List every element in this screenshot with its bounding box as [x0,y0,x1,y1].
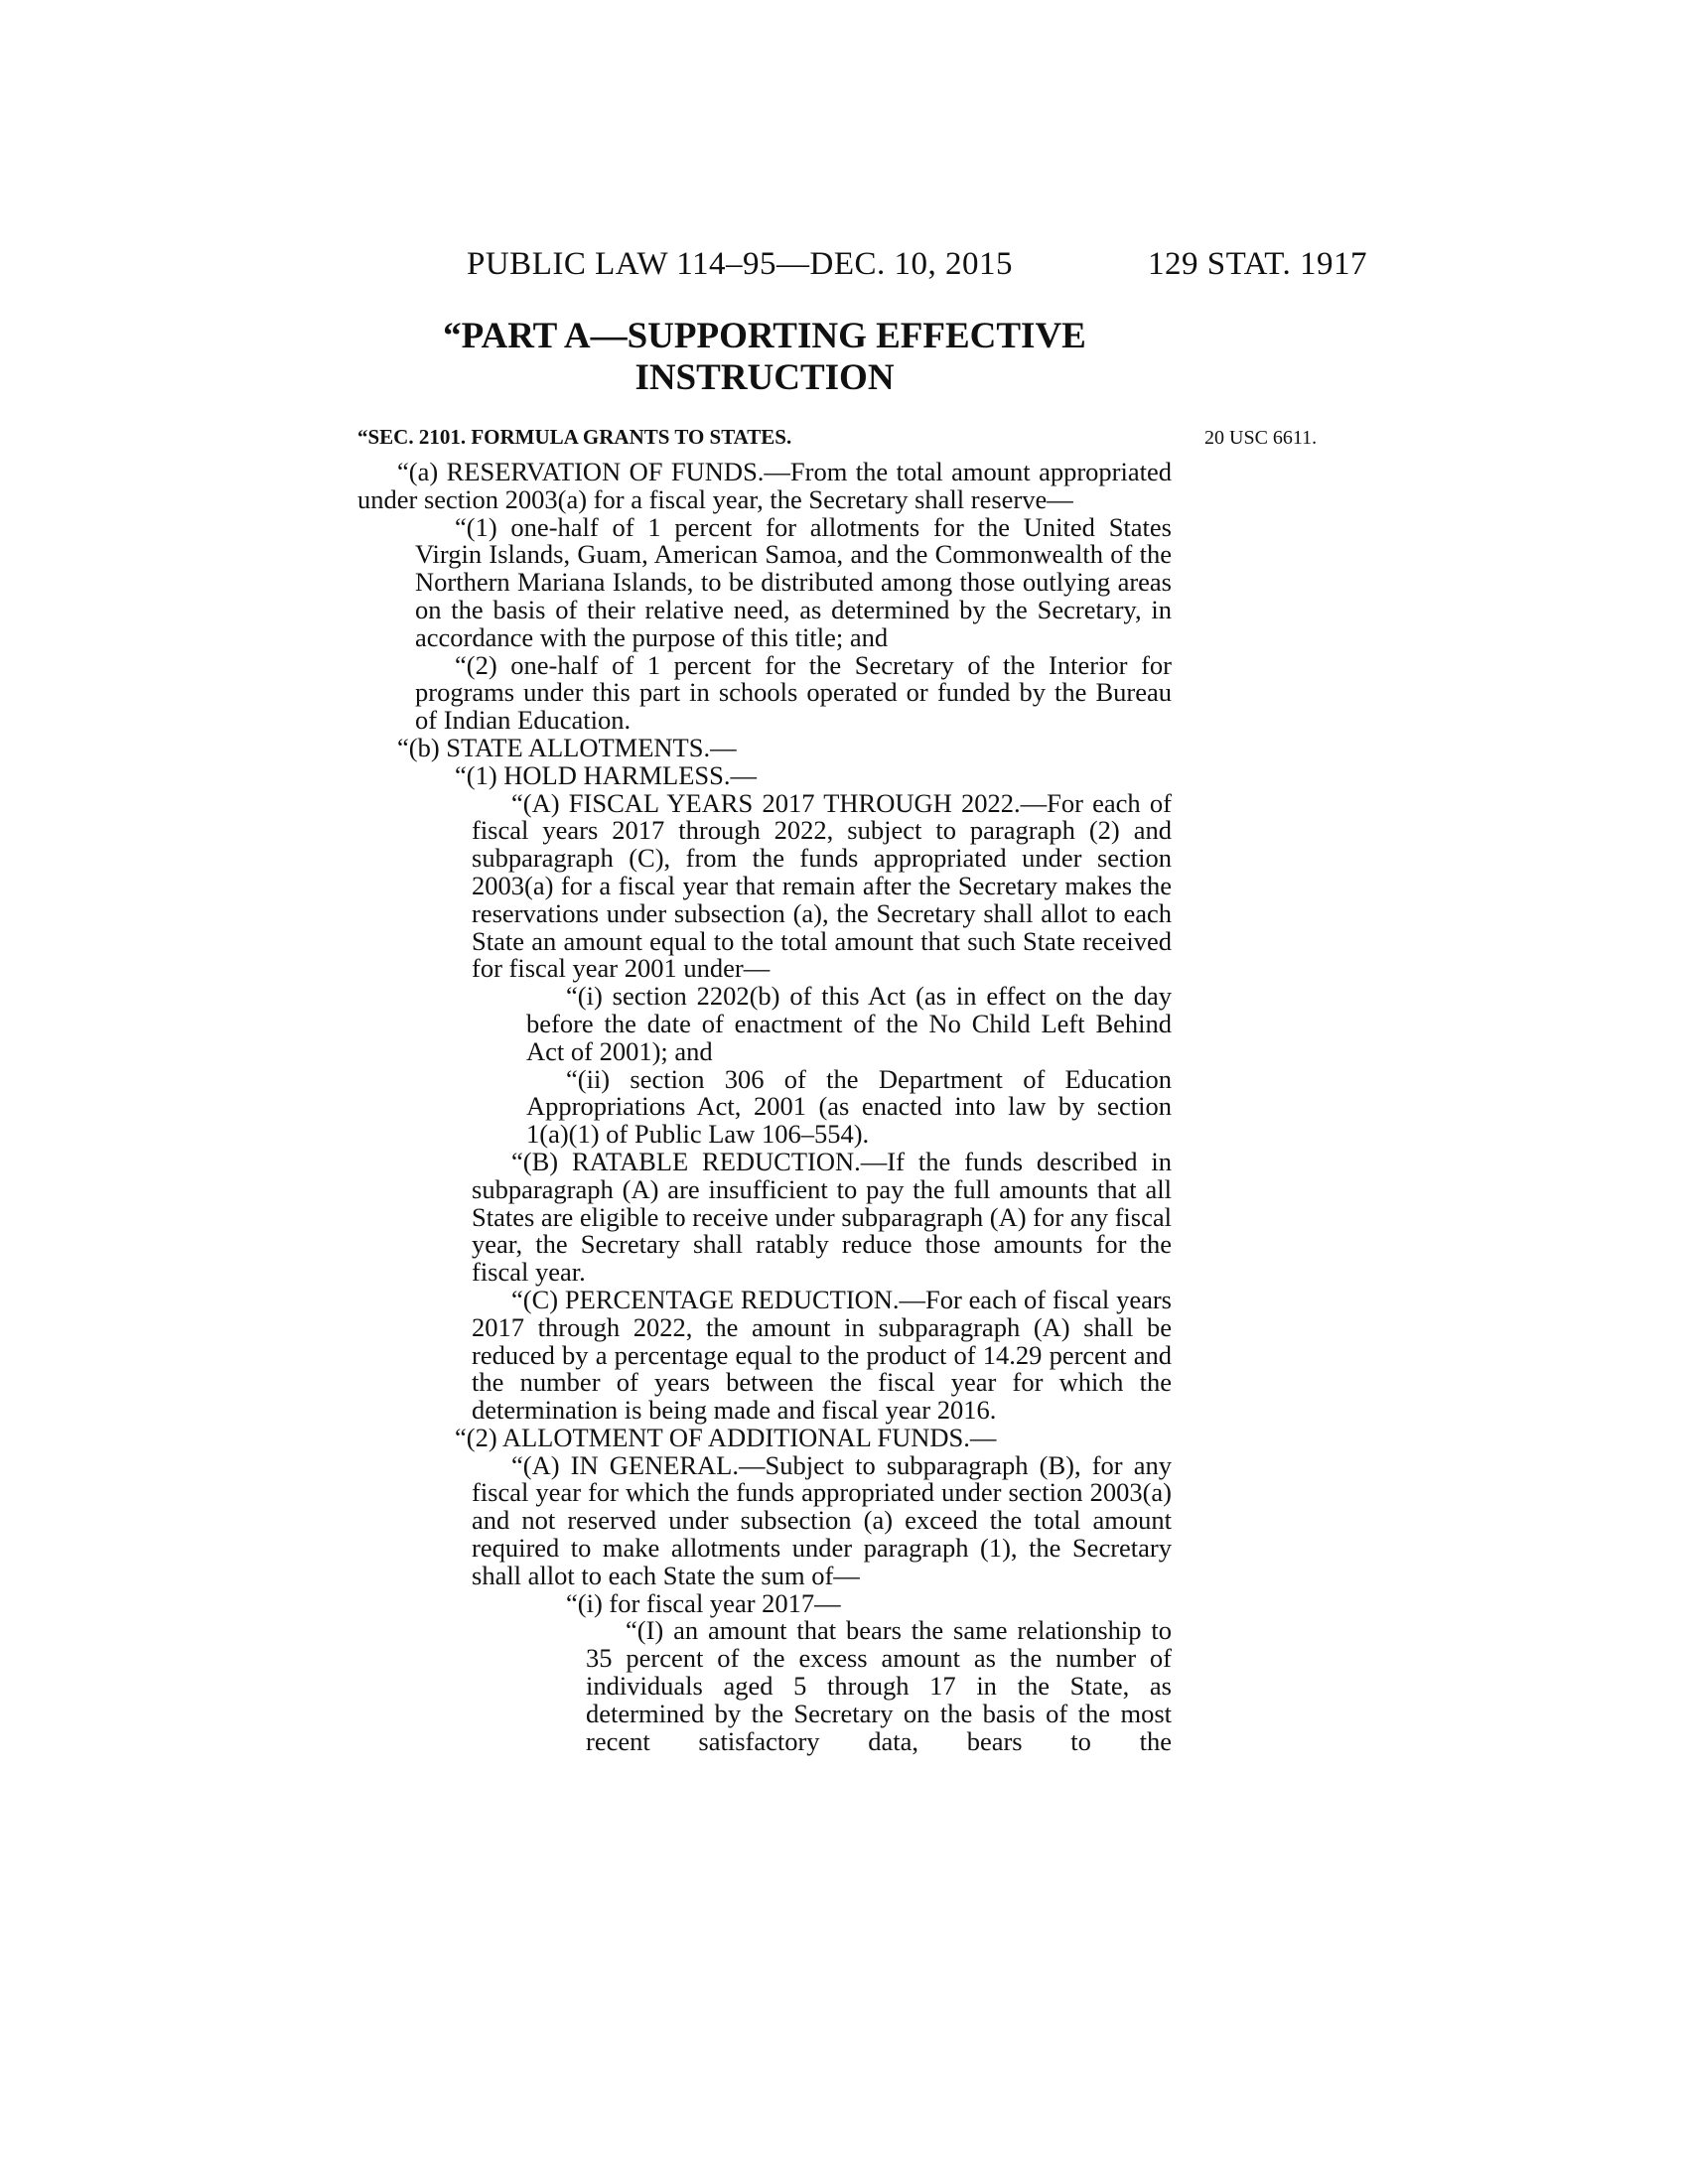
paragraph-b-1: “(1) HOLD HARMLESS.— [455,759,757,790]
paragraph-b-1-A-ii: “(ii) section 306 of the Department of Education Appropriations Act, 2001 (as enacted into law by section 1(a)(1) of Public Law 106–554). [526,1063,1172,1150]
paragraph-b-2-A-i-I: “(I) an amount that bears the same relationship to 35 percent of the excess amount as the number of individuals aged 5 through 17 in the State, as determined by the Secretary on the basis of the most recent satisfactory data, bears to the [586,1615,1172,1756]
page-reference: 129 STAT. 1917 [1148,246,1368,282]
paragraph-b-1-A: “(A) FISCAL YEARS 2017 THROUGH 2022.—For each of fiscal years 2017 through 2022, subject to paragraph (2) and subparagraph (C), from the funds appropriated under section 2003(a) for a fiscal year that remain after the Secretary makes the reservations under subsection (a), the Secretary shall allot to each State an amount equal to the total amount that such State received for fiscal year 2001 under— [472,787,1172,984]
paragraph-b: “(b) STATE ALLOTMENTS.— [397,732,737,762]
paragraph-b-1-C: “(C) PERCENTAGE REDUCTION.—For each of fiscal years 2017 through 2022, the amount in subparagraph (A) shall be reduced by a percentage equal to the product of 14.29 percent and the number of years between the fiscal year for which the determination is being made and fiscal year 2016. [472,1284,1172,1426]
part-title-line-1: “PART A—SUPPORTING EFFECTIVE [443,316,1086,356]
paragraph-a: “(a) RESERVATION OF FUNDS.—From the total amount appropriated under section 2003(a) for a fiscal year, the Secretary shall reserve— [357,457,1172,514]
margin-note: 20 USC 6611. [1204,427,1318,449]
paragraph-a-1: “(1) one-half of 1 percent for allotments for the United States Virgin Islands, Guam, American Samoa, and the Commonwealth of the Northern Mariana Islands, to be distributed among those outlying areas on the basis of their relative need, as determined by the Secretary, in accordance with the purpose of this title; and [415,511,1172,652]
paragraph-b-2-A: “(A) IN GENERAL.—Subject to subparagraph (B), for any fiscal year for which the funds appropriated under section 2003(a) and not reserved under subsection (a) exceed the total amount required to make allotments under paragraph (1), the Secretary shall allot to each State the sum of— [472,1449,1172,1590]
paragraph-b-2-A-i: “(i) for fiscal year 2017— [566,1587,841,1618]
part-title [357,316,1172,399]
paragraph-b-1-A-i: “(i) section 2202(b) of this Act (as in effect on the day before the date of enactment of the No Child Left Behind Act of 2001); and [526,981,1172,1066]
paragraph-b-1-B: “(B) RATABLE REDUCTION.—If the funds described in subparagraph (A) are insufficient to pay the full amounts that all States are eligible to receive under subparagraph (A) for any fiscal year, the Secretary shall ratably reduce those amounts for the fiscal year. [472,1146,1172,1288]
part-title-line-2: INSTRUCTION [634,357,895,398]
paragraph-b-2: “(2) ALLOTMENT OF ADDITIONAL FUNDS.— [455,1422,997,1452]
section-heading: “SEC. 2101. FORMULA GRANTS TO STATES. [357,425,792,449]
paragraph-a-2: “(2) one-half of 1 percent for the Secretary of the Interior for programs under this part in schools operated or funded by the Bureau of Indian Education. [415,649,1172,736]
document-body [357,459,1172,1755]
running-head: PUBLIC LAW 114–95—DEC. 10, 2015 [467,246,1014,282]
